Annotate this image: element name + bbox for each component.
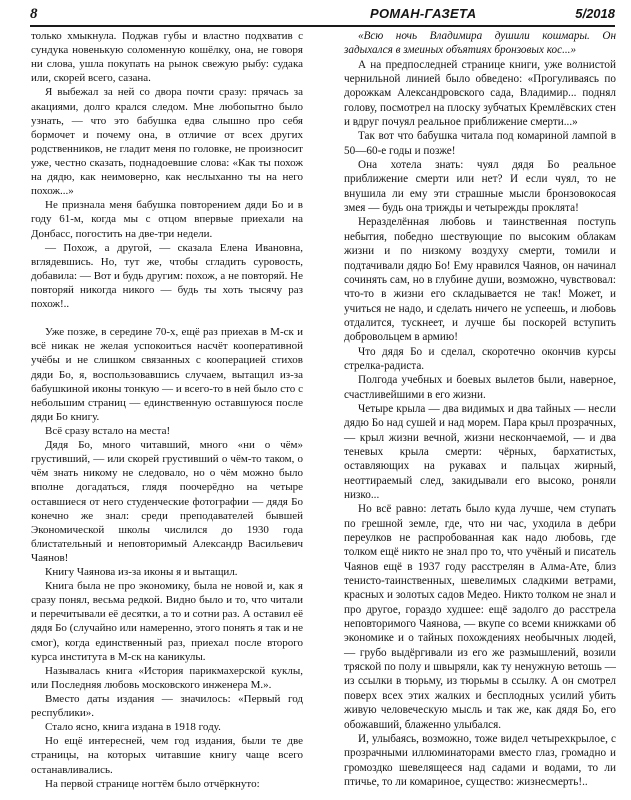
paragraph: Полгода учебных и боевых вылетов были, наверное, счастливейшими в его жизни. bbox=[344, 374, 616, 401]
paragraph: Не признала меня бабушка повторением дяди Бо и в году 61-м, когда мы с отцом впервые приехали на Донбасс, погостить на две-три недели. bbox=[31, 199, 303, 240]
paragraph: только хмыкнула. Поджав губы и властно подхватив с сундука новенькую соломенную кошёлку, она, не говоря ни слова, ушла покупать на рынок свежую рыбу: судака или, скорей всего, сазана. bbox=[31, 30, 303, 85]
paragraph: Называлась книга «История парикмахерской куклы, или Последняя любовь московского инженера М.». bbox=[31, 664, 303, 691]
paragraph: На первой странице ногтём было отчёркнуто: bbox=[45, 777, 260, 790]
paragraph: Вместо даты издания — значилось: «Первый год республики». bbox=[31, 693, 303, 720]
paragraph: Что дядя Бо и сделал, скоротечно окончив курсы стрелка-радиста. bbox=[344, 345, 616, 372]
paragraph: Четыре крыла — два видимых и два тайных — несли дядю Бо над сушей и над морем. Пара крыл прозрачных, — крыл жизни вечной, жизни нескончаемой, — и два теневых крыла смерти: чёрных, бархатистых, оставляющих на рукавах и пальцах жирный, неоттираемый след, закидывали его высоко, роняли низко... bbox=[344, 402, 616, 501]
journal-title: РОМАН-ГАЗЕТА bbox=[370, 6, 477, 21]
page-number: 8 bbox=[30, 6, 38, 22]
paragraph: Книгу Чаянова из-за иконы я и вытащил. bbox=[45, 566, 238, 579]
paragraph: Всё сразу встало на места! bbox=[45, 424, 171, 437]
paragraph: А на предпоследней странице книги, уже волнистой чернильной линией было обведено: «Прогуливаясь по дорожкам Александровского сада, Владимир... поднял голову, посмотрел на плоску зубчатых Кремлёвских стен и вдруг почуял реальное приближение смерти...» bbox=[344, 58, 616, 129]
paragraph: Дядя Бо, много читавший, много «ни о чём» грустивший, — или скорей грустивший о чём-то таком, о чём знать никому не следовало, но о чём можно было вполне догадаться, глядя поочерёдно на четыре оставшиеся от него студенческие фотографии — дядя Бо конечно же знал: среди преподавателей бывшей Экономической школы числился до 1930 года блистательный и неповторимый Александр Васильевич Чаянов! bbox=[31, 439, 303, 564]
right-column bbox=[344, 29, 616, 789]
paragraph: Но ещё интересней, чем год издания, были те две страницы, на которых читавшие книгу чаще всего останавливались. bbox=[31, 735, 303, 776]
paragraph: Неразделённая любовь и таинственная поступь небытия, победно шествующие по высоким облакам жизни и по низкому воздуху смерти, томили и подтачивали дядю Бо! Ему нравился Чаянов, он начинал сочинять сам, но в глубине души, возможно, чувствовал: что-то в жизни его складывается не так! Может, и учиться не надо, и сделать ничего не успеешь, и любовь отдалится, тускнеет, и лучше бы поскорей вступить добровольцем в армию! bbox=[344, 216, 616, 344]
paragraph: Я выбежал за ней со двора почти сразу: прячась за акациями, долго крался следом. Мне любопытно было узнать, — что это бабушка едва слышно про себя бормочет и почему она, в отличие от всех других родственников, не гладит меня по головке, не произносит уже, честно сказать, поднадоевшие слова: «Как ты похож на дядю, как неимоверно, как неслыханно ты на него похож...» bbox=[31, 86, 303, 198]
paragraph: «Всю ночь Владимира душили кошмары. Он задыхался в змеиных объятиях бронзовых кос...» bbox=[344, 30, 616, 57]
paragraph: Книга была не про экономику, была не новой и, как я сразу понял, весьма редкой. Видно было и то, что читали и перечитывали её десятки, а то и сотни раз. А оставил её дядя Бо (случайно или намеренно, этого понять я так и не смог), когда единственный раз, приехал после второго курса института в М-ск на каникулы. bbox=[31, 580, 303, 663]
header-rule bbox=[30, 25, 615, 27]
paragraph: Уже позже, в середине 70-х, ещё раз приехав в М-ск и всё никак не желая успокоиться насчёт кооперативной учёбы и не слишком связанных с кооперацией стихов дяди Бо, я, воспользовавшись случаем, вытащил из-за бабушкиной иконы тонкую — и всего-то в ней было сто с небольшим страниц — единственную оставшуюся после дяди Бо книгу. bbox=[31, 326, 303, 423]
paragraph: И, улыбаясь, возможно, тоже видел четырехкрылое, с прозрачными иллюминаторами вместо глаз, громадно и громоздко шевелящееся над садами и водами, то ли птичье, то ли комариное, существо: жизнесмерть!.. bbox=[344, 732, 616, 788]
paragraph: Она хотела знать: чуял дядя Бо реальное приближение смерти или нет? И если чуял, то не внушила ли ему эти страшные мысли бронзовокосая змея — будь она трижды и четырежды проклята! bbox=[344, 159, 616, 215]
paragraph: Но всё равно: летать было куда лучше, чем ступать по грешной земле, где, что ни час, уходила в дебри переулков не распробованная как надо любовь, где толком ещё никто не знал про то, что учёный и писатель Чаянов ещё в 1937 году расстрелян в Алма-Ате, близ тенисто-таинственных, шевелимых сладкими ветрами, красных и золотых садов Медео. Никто толком не знал и про другое, гораздо худшее: ещё задолго до расстрела неповторимого Чаянова, — вкупе со всеми книжками об экономике и о тайных похождениях необычных людей, — грубо выдёргивали из его же размышлений, возили тряской по полу и швыряли, как ту ненужную ветошь — из ссылки в тюрьму, из тюрьмы в ссылку. А он смотрел поверх всех этих жалких и бесплодных усилий убить живую человеческую мысль и так же, как дядя Бо, его обожавший, блаженно улыбался. bbox=[344, 503, 616, 731]
paragraph: Стало ясно, книга издана в 1918 году. bbox=[45, 721, 221, 734]
issue-number: 5/2018 bbox=[575, 6, 615, 21]
paragraph: — Похож, а другой, — сказала Елена Ивановна, вглядевшись. Но, тут же, чтобы сгладить суровость, добавила: — Вот и будь другим: похож, а не повторяй. Не повторяй никогда никого — будь ты хоть тысячу раз похож!.. bbox=[31, 241, 303, 311]
left-column bbox=[31, 29, 303, 791]
paragraph: Так вот что бабушка читала под комариной лампой в 50—60-е годы и позже! bbox=[344, 130, 616, 157]
page-header bbox=[30, 4, 615, 26]
